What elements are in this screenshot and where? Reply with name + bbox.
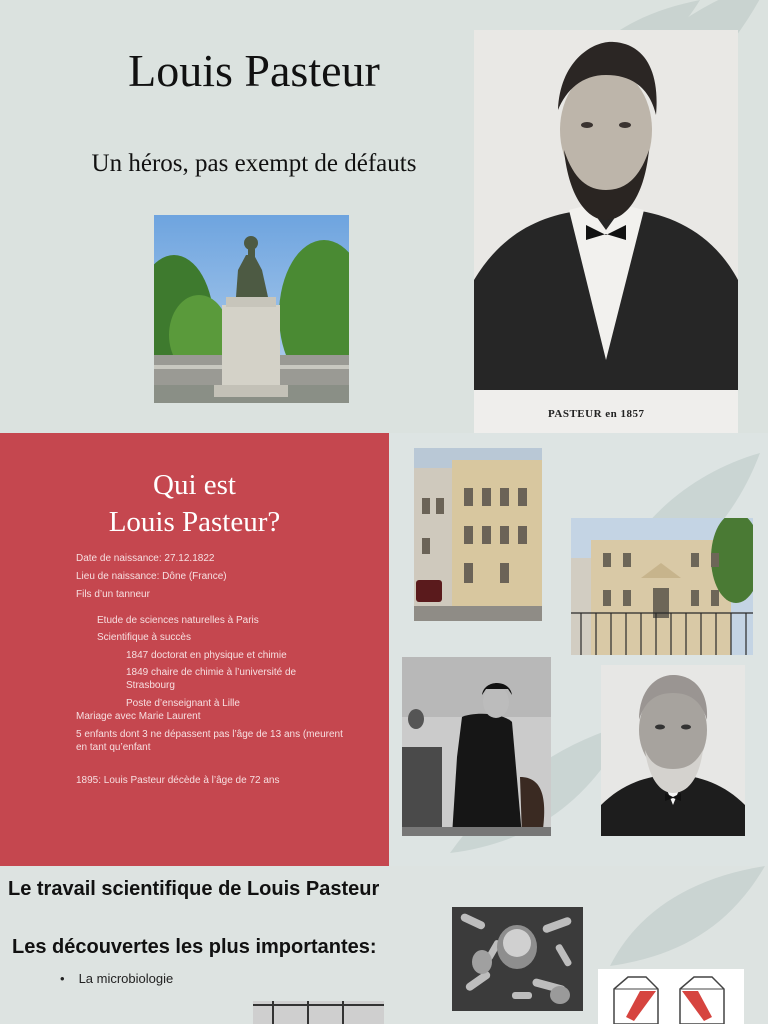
crystal-diagram [598,969,744,1024]
page-title: Louis Pasteur [128,45,380,96]
microscope-image [452,907,583,1011]
bio-death: 1895: Louis Pasteur décède à l’âge de 72 ans [76,775,280,786]
bio-heading-line2: Louis Pasteur? [108,506,281,538]
slide-biography [0,433,768,866]
bio-panel [0,433,389,866]
slide-title [0,0,768,433]
bullet-marker: • [60,971,65,986]
bio-heading-line1: Qui est [153,469,236,501]
slide-scientific-work [0,866,768,1024]
laboratory-photo [253,1001,384,1024]
bio-doctorate: 1847 doctorat en physique et chimie [126,650,287,661]
portrait-1857 [474,30,738,433]
bio-scientist: Scientifique à succès [97,632,191,643]
bullet-text: La microbiologie [78,971,174,986]
pasteur-older-portrait [601,665,745,836]
section-subheading: Les découvertes les plus importantes: [12,936,377,958]
bio-birthplace: Lieu de naissance: Dône (France) [76,571,227,582]
bullet-item [60,971,173,986]
bio-studies: Etude de sciences naturelles à Paris [97,615,259,626]
section-heading: Le travail scientifique de Louis Pasteur [8,878,380,900]
statue-photo [154,215,349,403]
birth-house-photo [414,448,542,621]
portrait-caption: PASTEUR en 1857 [548,408,645,420]
marie-laurent-photo [402,657,551,836]
bio-children: 5 enfants dont 3 ne dépassent pas l’âge de 13 ans (meurent en tant qu’enfant [76,729,343,753]
bio-birthdate: Date de naissance: 27.12.1822 [76,553,215,564]
bio-lille: Poste d’enseignant à Lille [126,698,240,709]
bio-marriage: Mariage avec Marie Laurent [76,711,201,722]
bio-chair: 1849 chaire de chimie à l’université de Strasbourg [126,667,297,691]
page-subtitle: Un héros, pas exempt de défauts [91,150,417,177]
bio-father: Fils d’un tanneur [76,589,150,600]
institute-photo [571,518,753,655]
leaf-decoration [600,866,768,976]
